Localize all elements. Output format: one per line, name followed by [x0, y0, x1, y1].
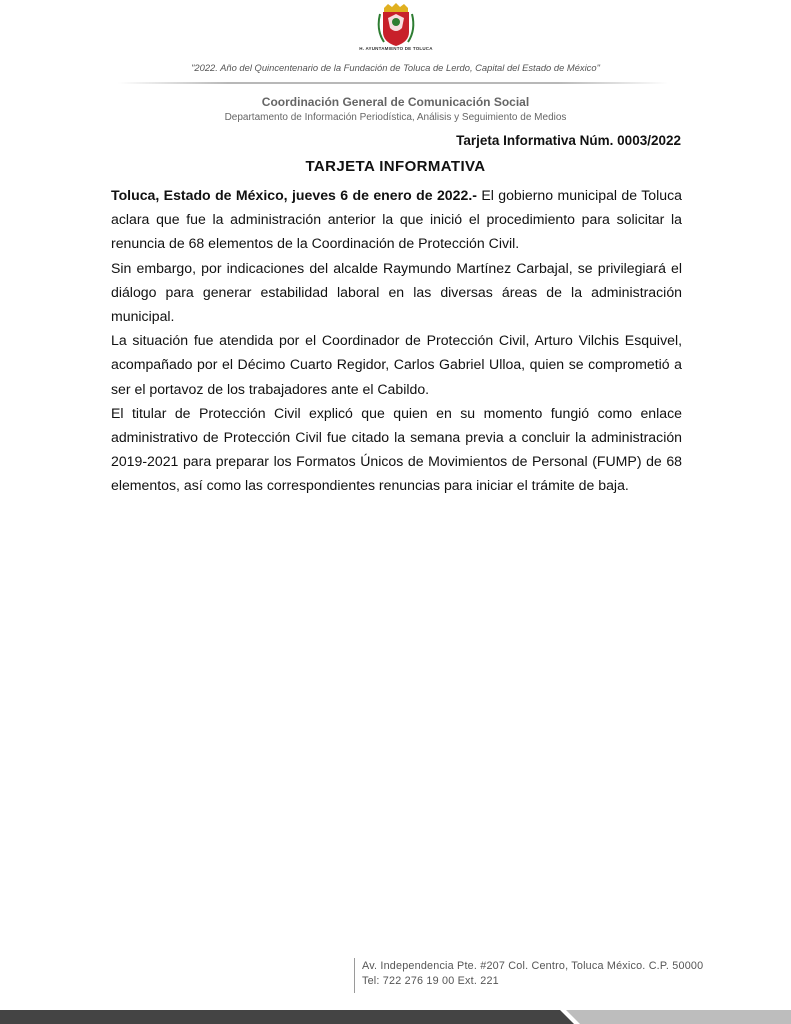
department-name: Departamento de Información Periodística, Análisis y Seguimiento de Medios	[224, 112, 567, 123]
paragraph-2: Sin embargo, por indicaciones del alcalde Raymundo Martínez Carbajal, se privilegiará el diálogo para generar estabilidad laboral en las diversas áreas de la administración municipal.	[111, 259, 682, 325]
header-divider	[118, 82, 668, 84]
footer-phone: Tel: 722 276 19 00 Ext. 221	[362, 975, 499, 987]
paragraph-3: La situación fue atendida por el Coordinador de Protección Civil, Arturo Vilchis Esquivel, acompañado por el Décimo Cuarto Regidor, Carlos Gabriel Ulloa, quien se comprometió a ser el portavoz de los trabajadores ante el Cabildo.	[111, 332, 682, 397]
paragraph-4: El titular de Protección Civil explicó que quien en su momento fungió como enlace administrativo de Protección Civil fue citado la semana previa a concluir la administración 2019-2021 para preparar los Formatos Únicos de Movimientos de Personal (FUMP) de 68 elementos, así como las correspondientes renuncias para iniciar el trámite de baja.	[111, 404, 682, 494]
footer-decorative-band	[0, 1010, 791, 1024]
dateline: Toluca, Estado de México, jueves 6 de enero de 2022.-	[111, 187, 477, 203]
footer-separator	[354, 958, 355, 993]
coordination-name: Coordinación General de Comunicación Social	[261, 95, 530, 109]
paragraph-1-text: El gobierno municipal de Toluca aclara que fue la administración anterior la que inició el procedimiento para solicitar la renuncia de 68 elementos de la Coordinación de Protección Civil.	[111, 187, 682, 252]
slogan: "2022. Año del Quincentenario de la Fundación de Toluca de Lerdo, Capital del Estado de México"	[191, 62, 600, 73]
footer-address: Av. Independencia Pte. #207 Col. Centro, Toluca México. C.P. 50000	[362, 960, 704, 972]
logo-caption: H. AYUNTAMIENTO DE TOLUCA	[359, 46, 433, 51]
paragraph-1	[111, 183, 682, 256]
toluca-coat-of-arms-logo	[366, 2, 426, 60]
document-title: TARJETA INFORMATIVA	[305, 158, 486, 175]
document-number: Tarjeta Informativa Núm. 0003/2022	[456, 133, 681, 148]
document-body	[111, 183, 682, 498]
